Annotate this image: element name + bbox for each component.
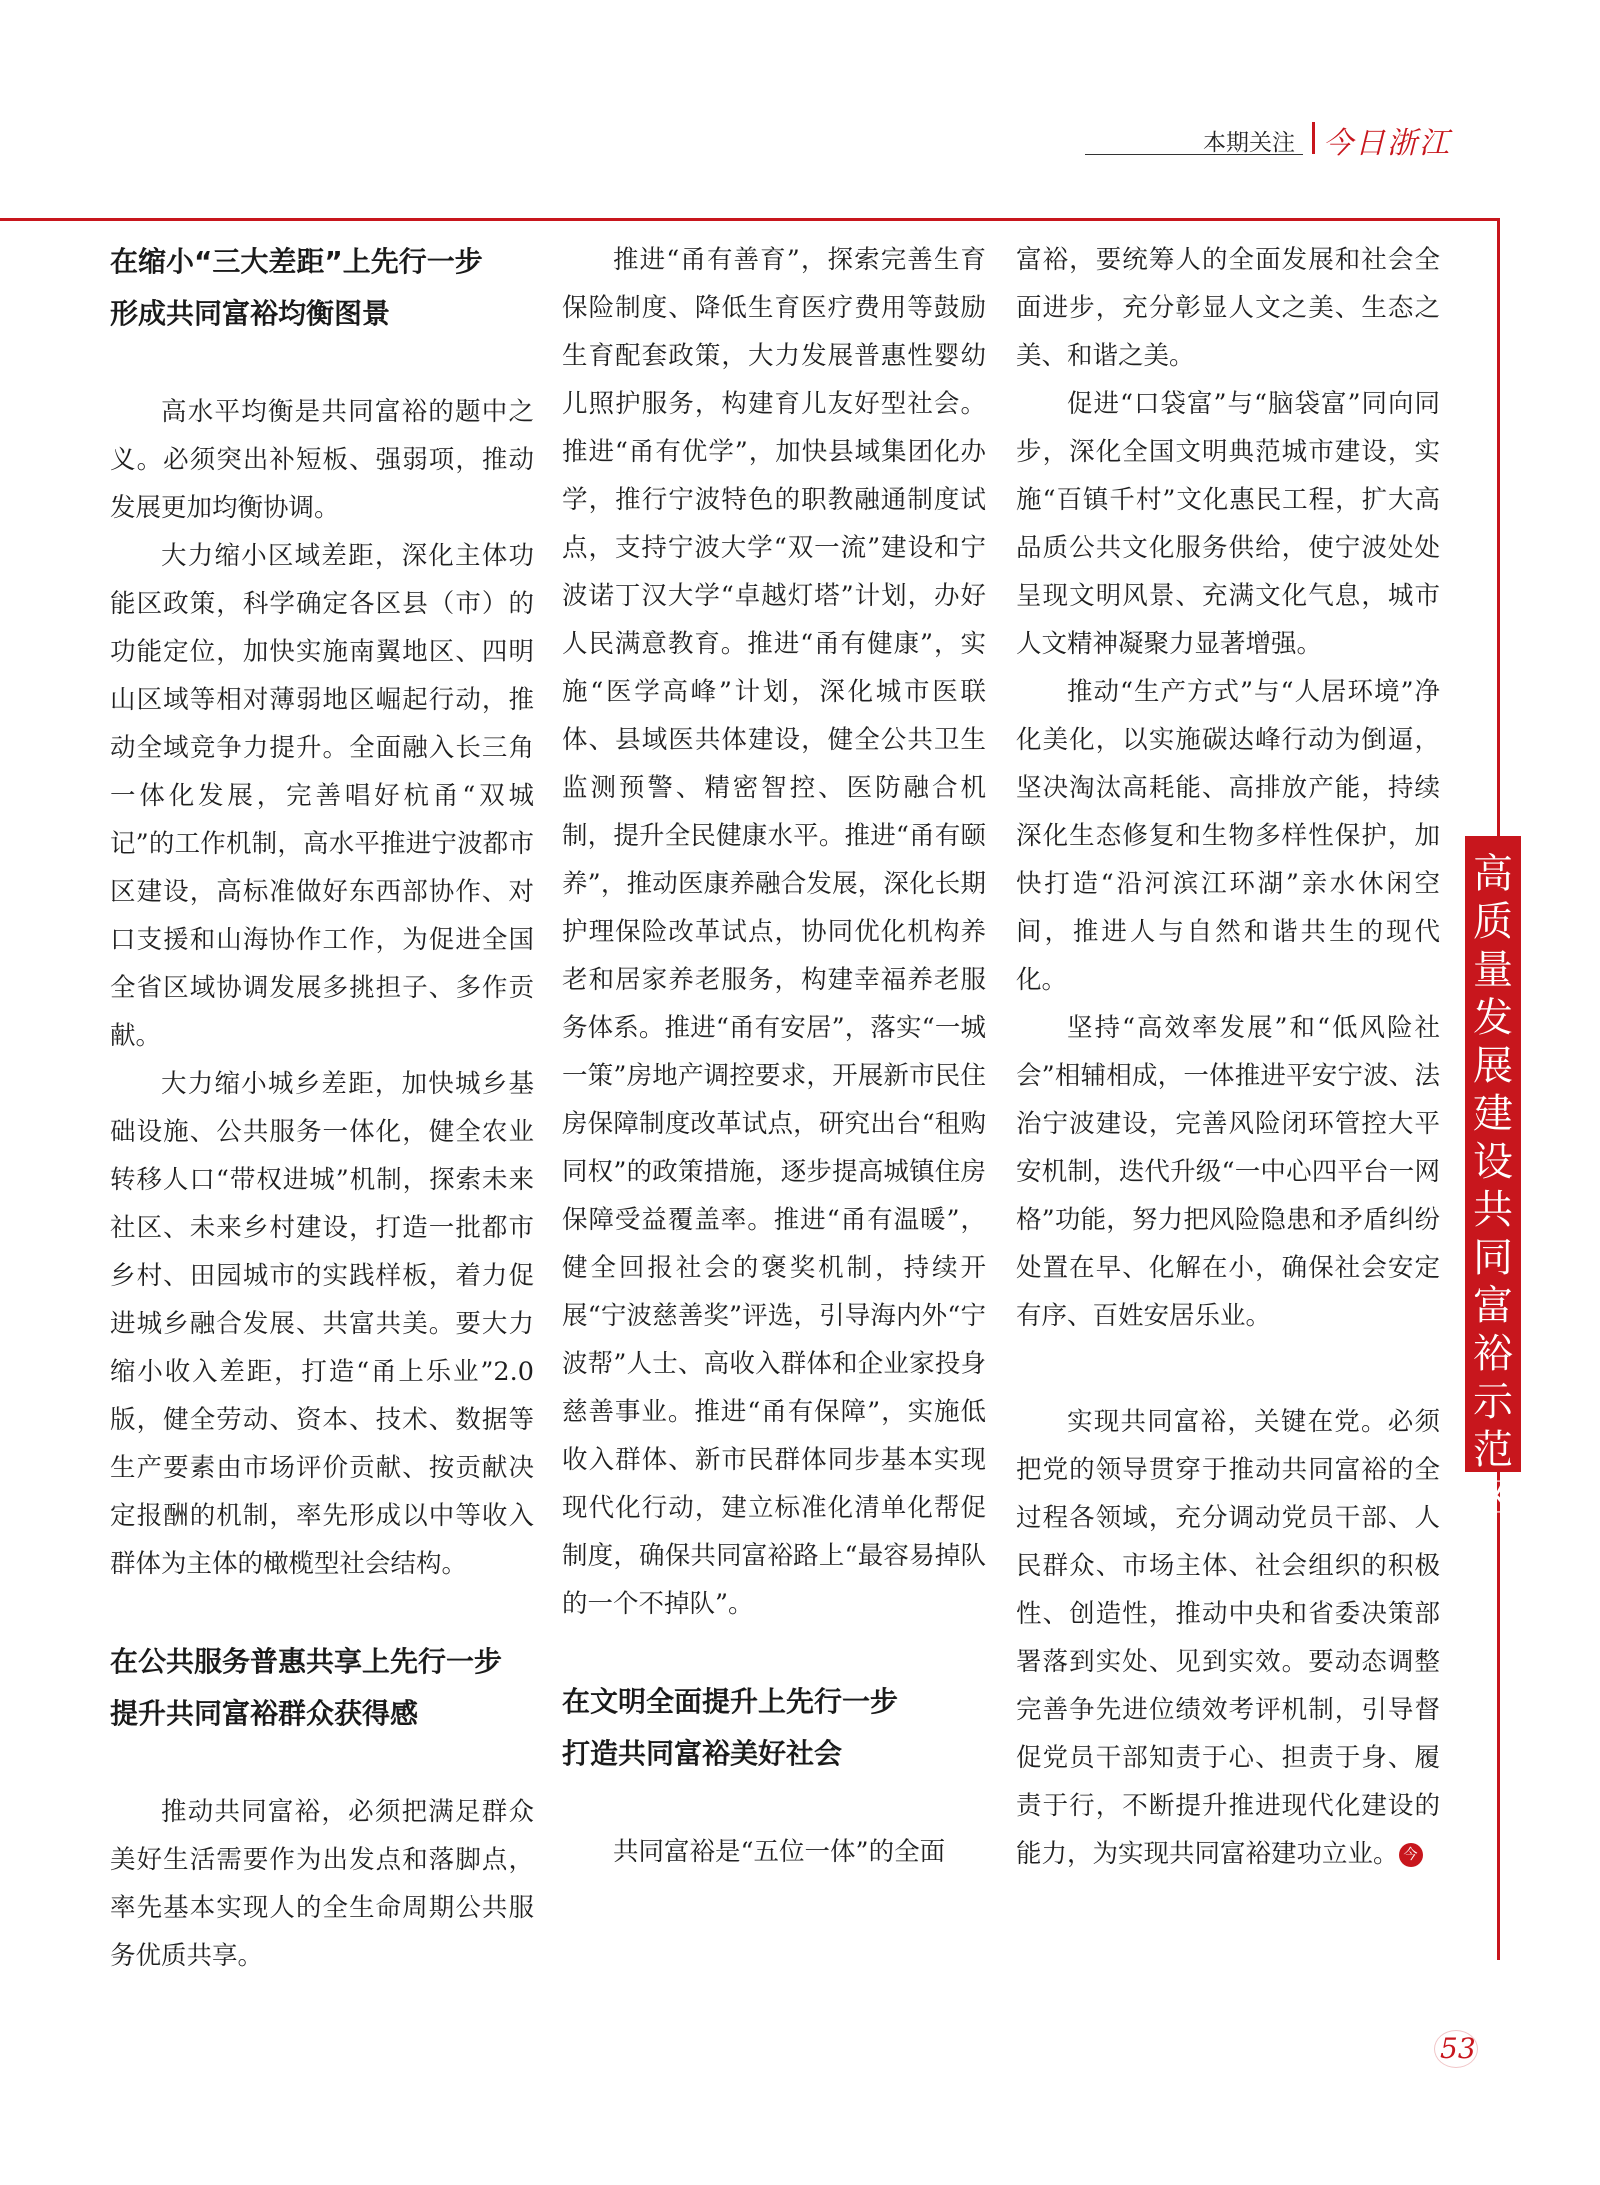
header-separator [1312,122,1315,154]
column-2 [562,236,986,1876]
section-label: 本期关注 [1203,130,1295,156]
paragraph: 坚持“高效率发展”和“低风险社会”相辅相成，一体推进平安宁波、法治宁波建设，完善风险闭环管控大平安机制，迭代升级“一中心四平台一网格”功能，努力把风险隐患和矛盾纠纷处置在早、化解在小，确保社会安定有序、百姓安居乐业。 [1016,1013,1440,1331]
sidebar-label [1465,836,1521,1521]
paragraph-text: 实现共同富裕，关键在党。必须把党的领导贯穿于推动共同富裕的全过程各领域，充分调动党员干部、人民群众、市场主体、社会组织的积极性、创造性，推动中央和省委决策部署落到实处、见到实效。要动态调整完善争先进位绩效考评机制，引导督促党员干部知责于心、担责于身、履责于行，不断提升推进现代化建设的能力，为实现共同富裕建功立业。 [1016,1407,1440,1869]
heading-line: 在公共服务普惠共享上先行一步 [110,1645,503,1678]
paragraph: 共同富裕是“五位一体”的全面 [613,1837,946,1867]
closing-paragraph [1016,1398,1440,1878]
sidebar-char: 量 [1473,947,1513,993]
sidebar-char: 高 [1473,851,1513,897]
sidebar-char: 富 [1473,1283,1513,1329]
top-red-rule [0,218,1500,221]
heading-line: 形成共同富裕均衡图景 [110,297,391,330]
magazine-brand: 今日浙江 [1323,126,1451,161]
heading-line: 在文明全面提升上先行一步 [562,1685,899,1718]
sidebar-char: 示 [1473,1379,1513,1425]
heading-line: 在缩小“三大差距”上先行一步 [110,245,483,278]
column-3 [1016,236,1440,1878]
sidebar-char: 发 [1473,995,1513,1041]
end-mark-icon: 今 [1399,1843,1423,1867]
paragraph: 推动共同富裕，必须把满足群众美好生活需要作为出发点和落脚点，率先基本实现人的全生命周期公共服务优质共享。 [110,1797,534,1971]
sidebar-char: 共 [1473,1187,1513,1233]
sidebar-char: 质 [1473,899,1513,945]
paragraph: 推进“甬有善育”，探索完善生育保险制度、降低生育医疗费用等鼓励生育配套政策，大力发展普惠性婴幼儿照护服务，构建育儿友好型社会。推进“甬有优学”，加快县域集团化办学，推行宁波特色的职教融通制度试点，支持宁波大学“双一流”建设和宁波诺丁汉大学“卓越灯塔”计划，办好人民满意教育。推进“甬有健康”，实施“医学高峰”计划，深化城市医联体、县域医共体建设，健全公共卫生监测预警、精密智控、医防融合机制，提升全民健康水平。推进“甬有颐养”，推动医康养融合发展，深化长期护理保险改革试点，协同优化机构养老和居家养老服务，构建幸福养老服务体系。推进“甬有安居”，落实“一城一策”房地产调控要求，开展新市民住房保障制度改革试点，研究出台“租购同权”的政策措施，逐步提高城镇住房保障受益覆盖率。推进“甬有温暖”，健全回报社会的褒奖机制，持续开展“宁波慈善奖”评选，引导海内外“宁波帮”人士、高收入群体和企业家投身慈善事业。推进“甬有保障”，实施低收入群体、新市民群体同步基本实现现代化行动，建立标准化清单化帮促制度，确保共同富裕路上“最容易掉队的一个不掉队”。 [562,245,986,1619]
paragraph: 大力缩小区域差距，深化主体功能区政策，科学确定各区县（市）的功能定位，加快实施南翼地区、四明山区域等相对薄弱地区崛起行动，推动全域竞争力提升。全面融入长三角一体化发展，完善唱好杭甬“双城记”的工作机制，高水平推进宁波都市区建设，高标准做好东西部协作、对口支援和山海协作工作，为促进全国全省区域协调发展多挑担子、多作贡献。 [110,541,534,1051]
paragraph: 高水平均衡是共同富裕的题中之义。必须突出补短板、强弱项，推动发展更加均衡协调。 [110,397,534,523]
sidebar-char: 范 [1473,1427,1513,1473]
page-header [1085,118,1465,162]
page-number: 53 [1440,2032,1476,2065]
section-heading-1 [110,236,534,340]
paragraph: 富裕，要统筹人的全面发展和社会全面进步，充分彰显人文之美、生态之美、和谐之美。 [1016,245,1440,371]
heading-line: 打造共同富裕美好社会 [562,1737,843,1770]
paragraph: 推动“生产方式”与“人居环境”净化美化，以实施碳达峰行动为倒逼，坚决淘汰高耗能、高排放产能，持续深化生态修复和生物多样性保护，加快打造“沿河滨江环湖”亲水休闲空间，推进人与自然和谐共生的现代化。 [1016,677,1440,995]
sidebar-char: 设 [1473,1139,1513,1185]
paragraph: 大力缩小城乡差距，加快城乡基础设施、公共服务一体化，健全农业转移人口“带权进城”机制，探索未来社区、未来乡村建设，打造一批都市乡村、田园城市的实践样板，着力促进城乡融合发展、共富共美。要大力缩小收入差距，打造“甬上乐业”2.0版，健全劳动、资本、技术、数据等生产要素由市场评价贡献、按贡献决定报酬的机制，率先形成以中等收入群体为主体的橄榄型社会结构。 [110,1069,534,1579]
sidebar-char: 区 [1473,1475,1513,1521]
column-1 [110,236,534,1980]
section-heading-3 [562,1676,986,1780]
heading-line: 提升共同富裕群众获得感 [110,1697,419,1730]
paragraph: 促进“口袋富”与“脑袋富”同向同步，深化全国文明典范城市建设，实施“百镇千村”文化惠民工程，扩大高品质公共文化服务供给，使宁波处处呈现文明风景、充满文化气息，城市人文精神凝聚力显著增强。 [1016,389,1440,659]
sidebar-char: 建 [1473,1091,1513,1137]
sidebar-char: 同 [1473,1235,1513,1281]
sidebar-char: 展 [1473,1043,1513,1089]
section-heading-2 [110,1636,534,1740]
sidebar-char: 裕 [1473,1331,1513,1377]
